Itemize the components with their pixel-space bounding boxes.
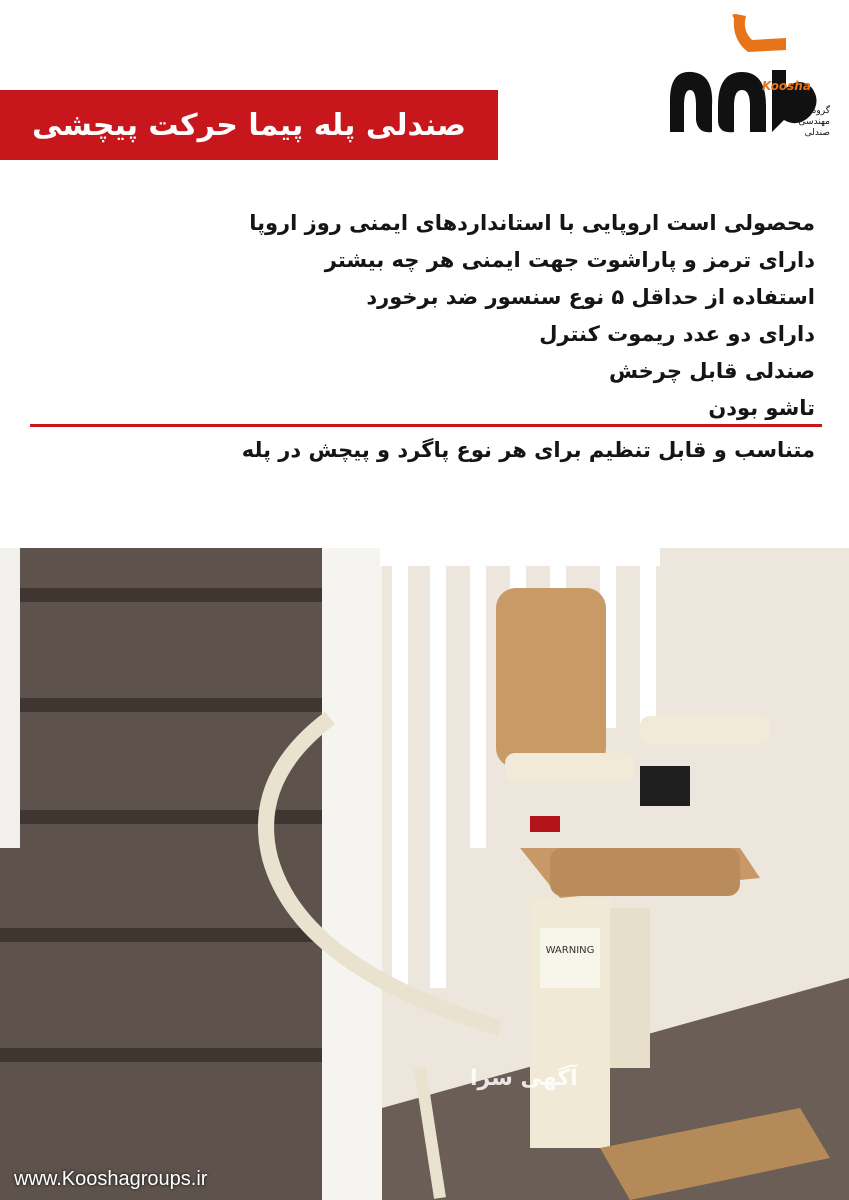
feature-item: دارای ترمز و پاراشوت جهت ایمنی هر چه بیشتر <box>324 248 815 272</box>
feature-item: محصولی است اروپایی با استانداردهای ایمنی روز اروپا <box>249 211 815 235</box>
divider <box>30 424 822 427</box>
feature-item: دارای دو عدد ریموت کنترل <box>539 322 815 346</box>
warning-label: WARNING <box>545 945 595 956</box>
page-title: صندلی پله پیما حرکت پیچشی <box>31 107 467 143</box>
title-banner <box>0 90 498 160</box>
koosha-logo <box>662 10 832 160</box>
feature-list <box>175 205 815 427</box>
adjustability-note: متناسب و قابل تنظیم برای هر نوع پاگرد و پیچش در پله <box>241 438 815 462</box>
website-link[interactable]: www.Kooshagroups.ir <box>14 1168 208 1190</box>
feature-item: تاشو بودن <box>708 396 815 420</box>
logo-wordmark: Koosha <box>762 79 811 93</box>
product-photo <box>0 548 849 1200</box>
feature-item: استفاده از حداقل ۵ نوع سنسور ضد برخورد <box>366 285 815 309</box>
feature-item: صندلی قابل چرخش <box>608 359 815 383</box>
logo-tagline: گروه فنی مهندسی صندلی <box>794 106 830 138</box>
watermark: آگهی سرا <box>470 1066 578 1091</box>
